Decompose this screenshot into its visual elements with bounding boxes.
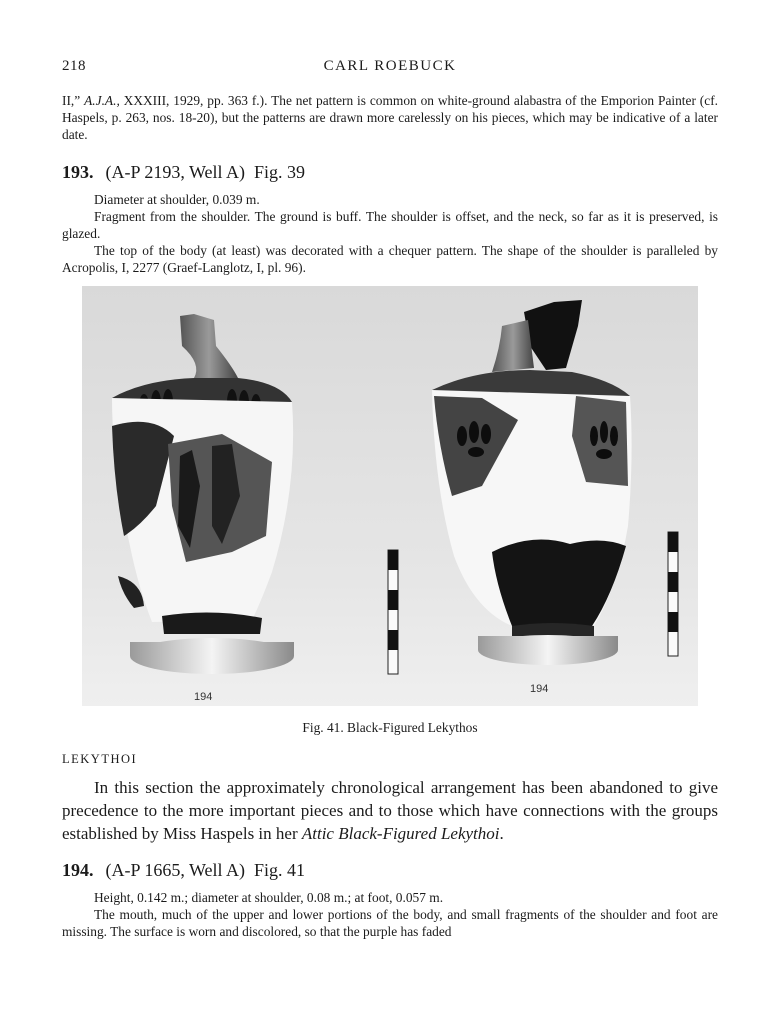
- entry-194-number: 194.: [62, 860, 94, 880]
- figure-41-photo: [82, 286, 698, 706]
- left-lower-band: [162, 612, 262, 634]
- lead-text: In this section the approximately chronological arrangement has been abandoned to give precedence to the more important pieces and to those which have connections with the groups established by Miss Haspels in her: [62, 778, 718, 843]
- intro-journal: A.J.A.,: [84, 93, 120, 108]
- section-lead-paragraph: [62, 776, 718, 845]
- entry-193-dims: Diameter at shoulder, 0.039 m.: [94, 192, 260, 207]
- entry-193-number: 193.: [62, 162, 94, 182]
- lekythos-photograph: [82, 286, 698, 706]
- catalogue-entry-193: [62, 162, 718, 276]
- scale-bar-right: [668, 532, 678, 656]
- running-head: CARL ROEBUCK: [323, 58, 457, 74]
- entry-193-heading: [62, 162, 718, 183]
- intro-paragraph: [62, 92, 718, 143]
- entry-193-body: [62, 191, 718, 276]
- photo-label-right: 194: [530, 683, 549, 695]
- page-header: [62, 58, 718, 78]
- entry-194-fig: Fig. 41: [254, 860, 306, 880]
- catalogue-entry-194: [62, 860, 718, 940]
- photo-label-left: 194: [194, 691, 213, 703]
- section-title: LEKYTHOI: [62, 752, 138, 766]
- entry-194-desc1: The mouth, much of the upper and lower portions of the body, and small fragments of the shoulder and foot are missing. The surface is worn and discolored, so that the purple has faded: [62, 907, 718, 939]
- lead-end: .: [499, 824, 504, 843]
- lead-book-title: Attic Black-Figured Lekythoi: [301, 824, 500, 843]
- entry-193-desc1: Fragment from the shoulder. The ground is buff. The shoulder is offset, and the neck, so far as it is preserved, is glazed.: [62, 209, 718, 241]
- entry-193-ref: (A-P 2193, Well A): [105, 162, 246, 182]
- entry-194-ref: (A-P 1665, Well A): [105, 860, 246, 880]
- scale-bar-left: [388, 550, 398, 674]
- figure-caption: Fig. 41. Black-Figured Lekythos: [302, 720, 478, 735]
- entry-193-fig: Fig. 39: [254, 162, 306, 182]
- intro-pre: II,”: [62, 93, 85, 108]
- entry-193-desc2: The top of the body (at least) was decorated with a chequer pattern. The shape of the shoulder is paralleled by Acropolis, I, 2277 (Graef-Langlotz, I, pl. 96).: [62, 243, 718, 275]
- entry-194-heading: [62, 860, 718, 881]
- entry-194-body: [62, 889, 718, 940]
- page-number: 218: [62, 58, 86, 74]
- intro-post: XXXIII, 1929, pp. 363 f.). The net pattern is common on white-ground alabastra of the Emporion Painter (cf. Haspels, p. 263, nos. 18-20), but the patterns are drawn more carelessly on his pieces, which may be indicative of a later date.: [62, 93, 719, 142]
- entry-194-dims: Height, 0.142 m.; diameter at shoulder, 0.08 m.; at foot, 0.057 m.: [94, 890, 444, 905]
